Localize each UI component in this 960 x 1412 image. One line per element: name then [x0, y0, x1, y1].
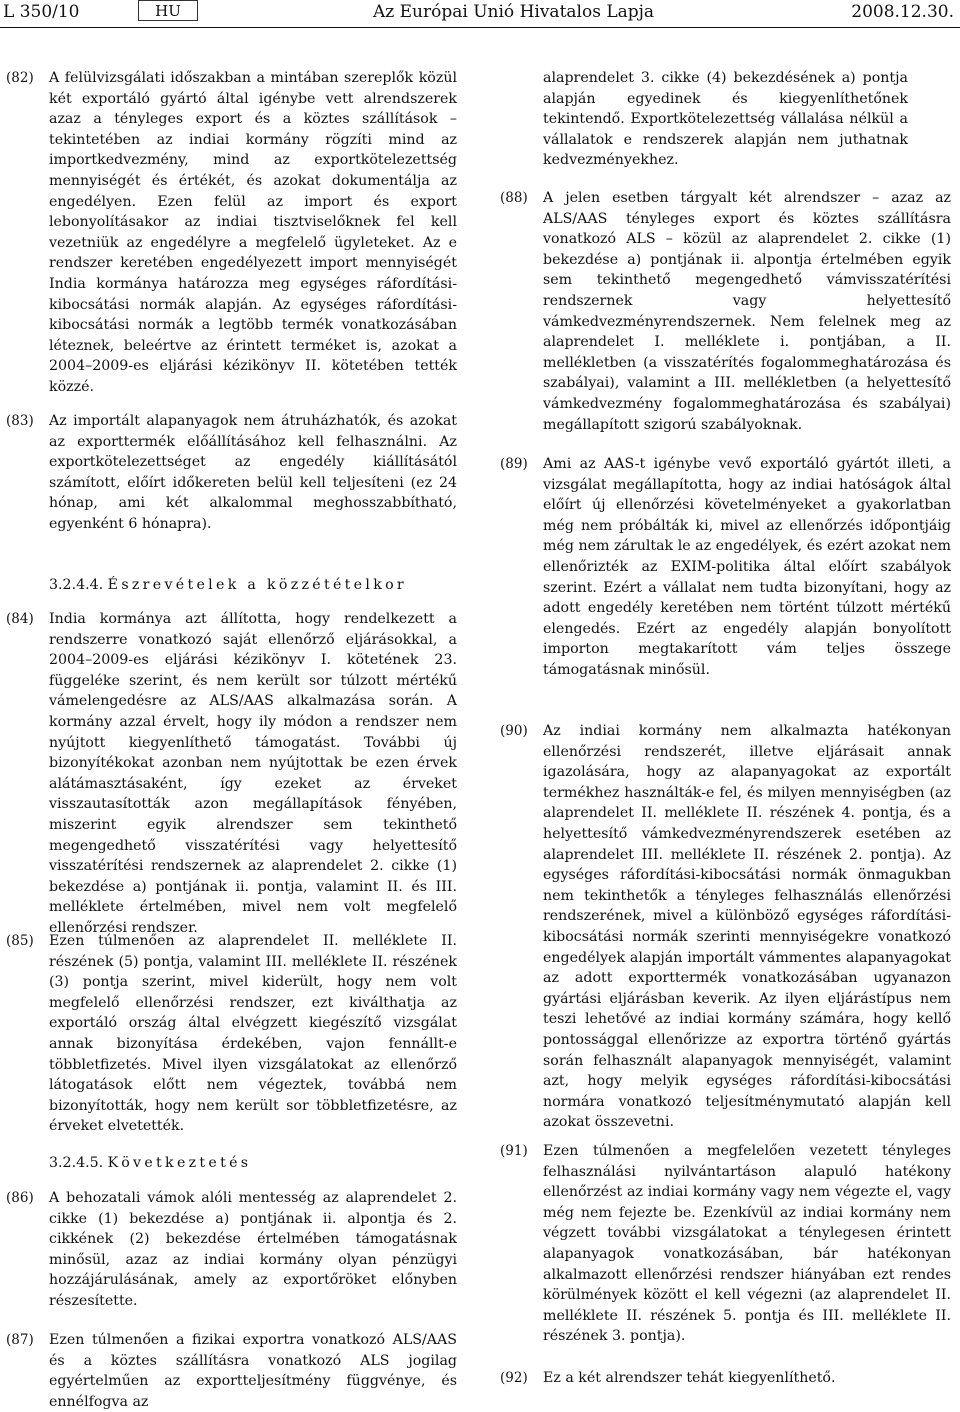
- paragraph-90: [500, 721, 951, 1133]
- paragraph-number: (82): [6, 70, 34, 86]
- paragraph-92: [500, 1368, 951, 1389]
- page-header: [0, 0, 960, 26]
- paragraph-text: A jelen esetben tárgyalt két alrendszer – azaz az ALS/AAS tényleges export és köztes szállításra vonatkozó ALS – közül az alaprendelet 2. cikke (1) bekezdése a) pontjának ii. alpontja értelmében egyik sem tekinthető megengedhető vámvisszatérítési rendszernek vagy helyettesítő vámkedvezményrendszernek. Nem felelnek meg az alaprendelet I. melléklete i. pontjában, a II. mellékletben (a visszatérítés fogalommeghatározása és szabályai), valamint a III. mellékletben (a helyettesítő vámkedvezmény fogalommeghatározása és szabályai) megállapított szigorú szabályoknak.: [543, 190, 951, 433]
- paragraph-number: (90): [500, 723, 528, 739]
- language-badge: HU: [138, 0, 198, 21]
- paragraph-number: (84): [6, 611, 34, 627]
- paragraph-84: [6, 609, 457, 939]
- paragraph-text: Ezen túlmenően az alaprendelet II. melléklete II. részének (5) pontja, valamint III. melléklete II. részének (3) pontja szerint, mivel kiderült, hogy nem volt megfelelő ellenőrzési rendszer, ezt kiválthatja az exportáló ország által elvégzett kiegészítő vizsgálat annak bizonyítása érdekében, vajon fennállt-e többletfizetés. Mivel ilyen vizsgálatokat az ellenőrző látogatások előtt nem végeztek, továbbá nem bizonyították, hogy nem került sor többletfizetésre, az érveket elvetették.: [49, 933, 457, 1135]
- section-title: Észrevételek a közzétételkor: [107, 577, 408, 593]
- section-heading-3245: [6, 1153, 457, 1174]
- paragraph-number: (89): [500, 456, 528, 472]
- paragraph-continuation: alaprendelet 3. cikke (4) bekezdésének a) pontja alapján egyedinek és kiegyenlíthetőnek tekintendő. Exportkötelezettség vállalása nélkül a vállalatok e rendszerek alapján nem juthatnak kedvezményekhez.: [543, 70, 908, 169]
- paragraph-text: Az indiai kormány nem alkalmazta hatékonyan ellenőrzési rendszerét, illetve eljárásait annak igazolására, hogy az alapanyagokat az exportált termékhez használták-e fel, és milyen mennyiségben (az alaprendelet II. melléklete II. részének 4. pontja, és a helyettesítő vámkedvezményrendszerek esetében az alaprendelet III. melléklete II. részének 2. pontja). Az egységes ráfordítási-kibocsátási normák önmagukban nem tekinthetők a tényleges felhasználás ellenőrzési rendszerének, mivel a különböző egységes ráfordítási-kibocsátási normák szerinti mennyiségekre vonatkozó engedélyek alapján importált vámmentes alapanyagokat az adott exporttermék vonatkozásában ugyanazon gyártási eljárásban keverik. Az ilyen eljárástípus nem teszi lehetővé az indiai kormány számára, hogy kellő pontossággal ellenőrizze az exportra történő gyártás során felhasznált alapanyagok mennyiségét, valamint azt, hogy melyik egységes ráfordítási-kibocsátási normára vonatkozó teljesítménymutató alapján kell azokat összevetni.: [543, 723, 951, 1131]
- paragraph-text: India kormánya azt állította, hogy rendelkezett a rendszerre vonatkozó saját ellenőrző eljárásokkal, a 2004–2009-es eljárási kézikönyv I. kötetének 23. függeléke szerint, és nem került sor túlzott mértékű vámelengedésre az ALS/AAS alkalmazása során. A kormány azzal érvelt, hogy ily módon a rendszer nem nyújtott kiegyenlíthető támogatást. További új bizonyítékokat azonban nem nyújtottak be ezen érvek alátámasztásaként, így ezeket az érveket visszautasították azon megállapítások fényében, miszerint egyik alrendszer sem tekinthető megengedhető visszatérítési vagy helyettesítő visszatérítési rendszernek az alaprendelet 2. cikke (1) bekezdése a) pontjának ii. pontja, valamint II. és III. melléklete értelmében, mivel nem volt megfelelő ellenőrzési rendszer.: [49, 611, 457, 936]
- paragraph-text: Ezen túlmenően a fizikai exportra vonatkozó ALS/AAS és a köztes szállításra vonatkozó ALS jogilag egyértelműen az exportteljesítmény függvénye, és ennélfogva az: [49, 1332, 457, 1410]
- header-rule: [0, 27, 960, 28]
- paragraph-91: [500, 1141, 951, 1347]
- paragraph-text: Ez a két alrendszer tehát kiegyenlíthető.: [543, 1370, 836, 1386]
- paragraph-86: [6, 1188, 457, 1312]
- paragraph-85: [6, 931, 457, 1137]
- paragraph-text: Az importált alapanyagok nem átruházhatók, és azokat az exporttermék előállításához kell felhasználni. Az exportkötelezettséget az engedély kiállításától számított, előírt időkereten belül kell teljesíteni (ez 24 hónap, ami két alkalommal meghosszabbítható, egyenként 6 hónapra).: [49, 413, 457, 532]
- paragraph-87: [6, 1330, 457, 1412]
- paragraph-89: [500, 454, 951, 681]
- paragraph-text: Ezen túlmenően a megfelelően vezetett tényleges felhasználási nyilvántartáson alapuló hatékony ellenőrzést az indiai kormány vagy nem végezte el, vagy még nem fejezte be. Ezenkívül az indiai kormány nem végzett további vizsgálatokat a ténylegesen érintett alapanyagok vonatkozásában, bár hatékonyan alkalmazott ellenőrzési rendszer hiányában ezt rendes körülmények között el kell végezni (az alaprendelet II. melléklete II. részének 5. pontja és III. melléklete II. részének 3. pontja).: [543, 1143, 951, 1345]
- paragraph-number: (87): [6, 1332, 34, 1348]
- paragraph-88: [500, 188, 951, 435]
- paragraph-83: [6, 411, 457, 535]
- paragraph-number: (92): [500, 1370, 528, 1386]
- paragraph-text: Ami az AAS-t igénybe vevő exportáló gyártót illeti, a vizsgálat megállapította, hogy az indiai hatóságok által előírt új ellenőrzési követelményeket a gyakorlatban még nem próbálták ki, mivel az ellenőrzés időpontjáig még nem zárultak le az engedélyek, és ezért azokat nem ellenőrizték az EXIM-politika által előírt szabályok szerint. Ezért a vállalat nem tudta bizonyítani, hogy az adott engedély keretében nem történt túlzott mértékű elengedés. Ezért az engedély alapján bonyolított importon megtakarított vám teljes összege támogatásnak minősül.: [543, 456, 951, 678]
- paragraph-number: (83): [6, 413, 34, 429]
- paragraph-number: (91): [500, 1143, 528, 1159]
- journal-title: Az Európai Unió Hivatalos Lapja: [373, 2, 655, 22]
- paragraph-number: (88): [500, 190, 528, 206]
- paragraph-text: A felülvizsgálati időszakban a mintában szereplők közül két exportáló gyártó által igénybe vett alrendszerek azaz a tényleges export és a köztes szállítások – tekintetében az indiai kormány rögzíti mind az importkedvezmény, mind az exportkötelezettség mennyiségét és értékét, és azokat dokumentálja az engedélyen. Ezen felül az import és export lebonyolításakor az indiai tisztviselőknek fel kell vezetniük az engedélyre a megfelelő ügyleteket. Az e rendszer keretében engedélyezett import mennyiségét India kormánya határozza meg egységes ráfordítási-kibocsátási normák alapján. Az egységes ráfordítási-kibocsátási normák a legtöbb termék vonatkozásában léteznek, beleértve az érintett terméket is, azokat a 2004–2009-es eljárási kézikönyv II. kötetében tették közzé.: [49, 70, 457, 395]
- publication-date: 2008.12.30.: [851, 2, 954, 22]
- page-reference: L 350/10: [3, 2, 80, 22]
- paragraph-number: (86): [6, 1190, 34, 1206]
- section-number: 3.2.4.5.: [49, 1155, 104, 1171]
- section-heading-3244: [6, 575, 457, 596]
- paragraph-82: [6, 68, 457, 398]
- section-title: Következtetés: [107, 1155, 252, 1171]
- paragraph-number: (85): [6, 933, 34, 949]
- section-number: 3.2.4.4.: [49, 577, 104, 593]
- paragraph-text: A behozatali vámok alóli mentesség az alaprendelet 2. cikke (1) bekezdése a) pontjának ii. alpontja és 2. cikkének (2) bekezdése értelmében támogatásnak minősül, azaz az indiai kormány olyan pénzügyi hozzájárulásának, amely az exportőröket előnyben részesítette.: [49, 1190, 457, 1309]
